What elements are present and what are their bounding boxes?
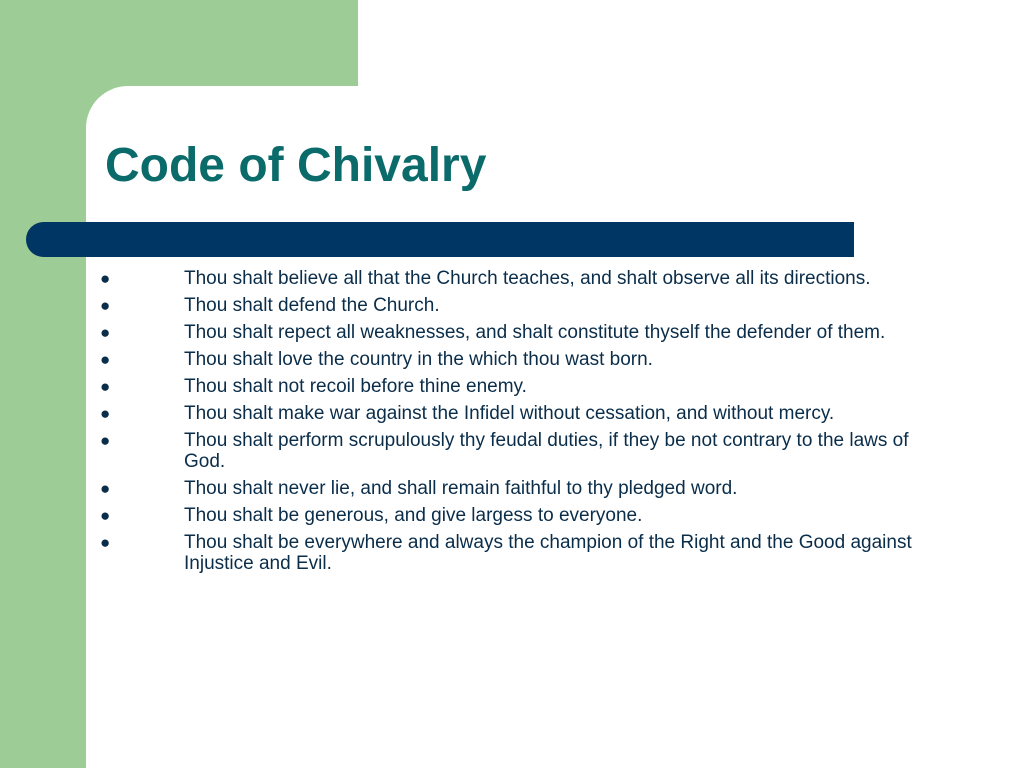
bullet-dot-icon: ●	[100, 533, 111, 552]
bullet-text: Thou shalt defend the Church.	[184, 295, 440, 316]
bullet-item	[100, 430, 950, 472]
title-divider-bar	[26, 222, 854, 257]
bullet-text: Thou shalt love the country in the which thou wast born.	[184, 349, 653, 370]
bullet-item	[100, 376, 950, 397]
bullet-text: Thou shalt make war against the Infidel without cessation, and without mercy.	[184, 403, 835, 424]
bullet-list	[100, 268, 950, 580]
bullet-text: Thou shalt repect all weaknesses, and shalt constitute thyself the defender of them.	[184, 322, 886, 343]
bullet-dot-icon: ●	[100, 296, 111, 315]
bullet-dot-icon: ●	[100, 404, 111, 423]
bullet-item	[100, 532, 950, 574]
bullet-dot-icon: ●	[100, 323, 111, 342]
bullet-text: Thou shalt be generous, and give largess to everyone.	[184, 505, 643, 526]
bullet-dot-icon: ●	[100, 479, 111, 498]
bullet-dot-icon: ●	[100, 350, 111, 369]
bullet-item	[100, 268, 950, 289]
bullet-dot-icon: ●	[100, 377, 111, 396]
slide-title: Code of Chivalry	[105, 139, 487, 192]
bullet-item	[100, 322, 950, 343]
bullet-text: Thou shalt perform scrupulously thy feudal duties, if they be not contrary to the laws of God.	[184, 430, 909, 472]
bullet-item	[100, 349, 950, 370]
bullet-text: Thou shalt never lie, and shall remain faithful to thy pledged word.	[184, 478, 738, 499]
bullet-item	[100, 505, 950, 526]
bullet-text: Thou shalt be everywhere and always the champion of the Right and the Good against Injustice and Evil.	[184, 532, 912, 574]
bullet-dot-icon: ●	[100, 506, 111, 525]
bullet-item	[100, 295, 950, 316]
bullet-item	[100, 478, 950, 499]
bullet-text: Thou shalt believe all that the Church teaches, and shalt observe all its directions.	[184, 268, 871, 289]
bullet-text: Thou shalt not recoil before thine enemy.	[184, 376, 527, 397]
bullet-dot-icon: ●	[100, 269, 111, 288]
bullet-dot-icon: ●	[100, 431, 111, 450]
bullet-item	[100, 403, 950, 424]
